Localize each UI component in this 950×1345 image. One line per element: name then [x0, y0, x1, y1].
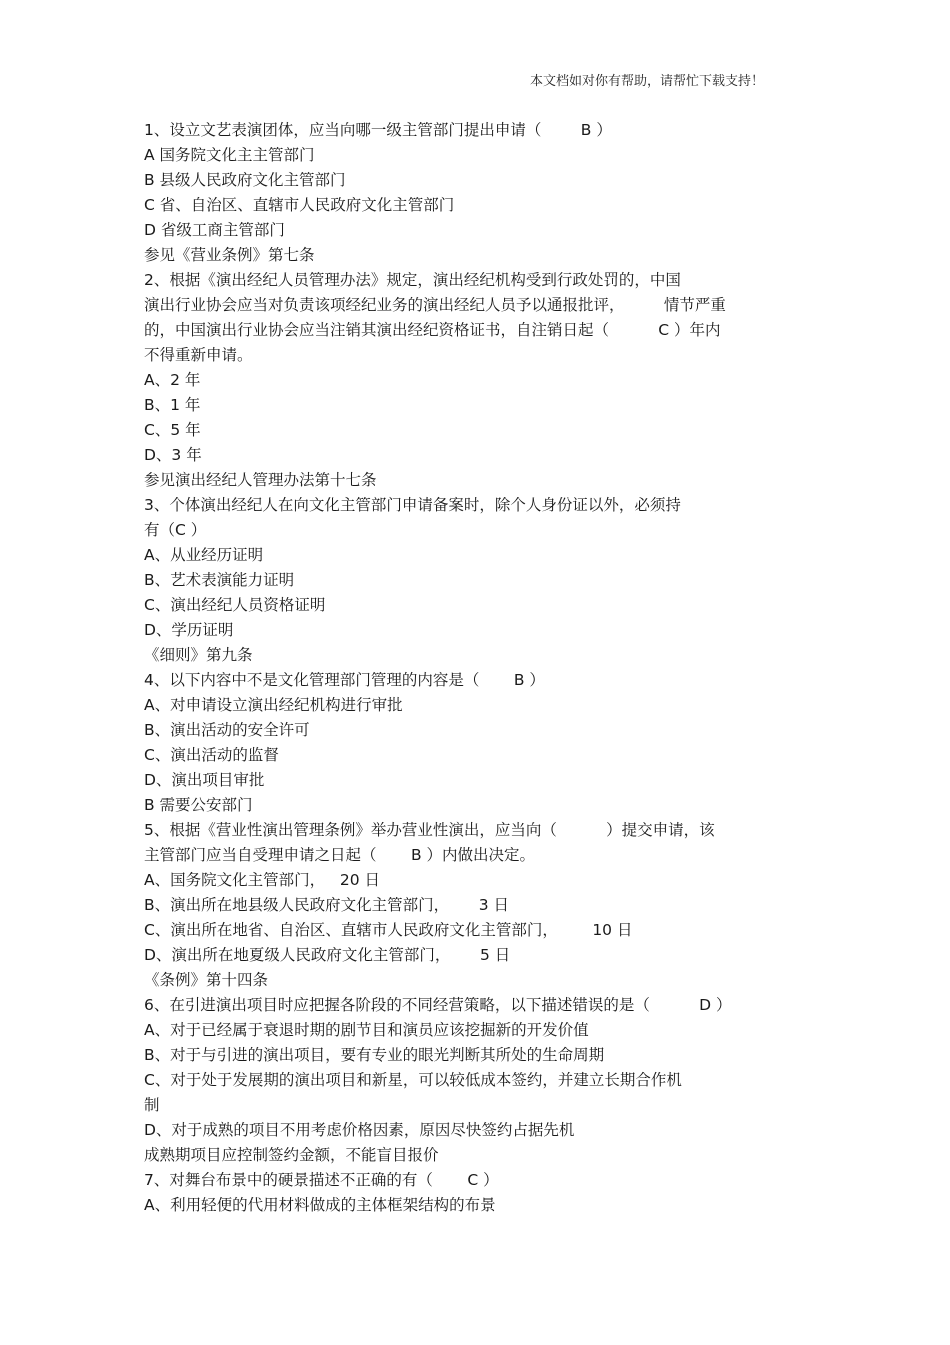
- text-line: C、5 年: [144, 421, 201, 439]
- text-line: 2、根据《演出经纪人员管理办法》规定，演出经纪机构受到行政处罚的，中国: [144, 271, 681, 289]
- text-line: D、对于成熟的项目不用考虑价格因素，原因尽快签约占据先机: [144, 1121, 575, 1139]
- text-line: B、对于与引进的演出项目，要有专业的眼光判断其所处的生命周期: [144, 1046, 605, 1064]
- text-line: 有（C ）: [144, 521, 207, 539]
- text-line: 3、个体演出经纪人在向文化主管部门申请备案时，除个人身份证以外，必须持: [144, 496, 681, 514]
- text-line: A、国务院文化主管部门， 20 日: [144, 871, 381, 889]
- text-line: B、艺术表演能力证明: [144, 571, 295, 589]
- text-line: D、演出项目审批: [144, 771, 265, 789]
- text-line: 主管部门应当自受理申请之日起（ B ）内做出决定。: [144, 846, 536, 864]
- text-line: 的，中国演出行业协会应当注销其演出经纪资格证书，自注销日起（ C ）年内: [144, 321, 721, 339]
- text-line: C、演出活动的监督: [144, 746, 279, 764]
- text-line: 4、以下内容中不是文化管理部门管理的内容是（ B ）: [144, 671, 545, 689]
- text-line: B、演出所在地县级人民政府文化主管部门， 3 日: [144, 896, 509, 914]
- text-line: C、演出经纪人员资格证明: [144, 596, 326, 614]
- text-line: 6、在引进演出项目时应把握各阶段的不同经营策略，以下描述错误的是（ D ）: [144, 996, 732, 1014]
- text-line: 《细则》第九条: [144, 646, 253, 664]
- text-line: D、3 年: [144, 446, 202, 464]
- text-line: 《条例》第十四条: [144, 971, 269, 989]
- text-line: D 省级工商主管部门: [144, 221, 285, 239]
- text-line: A、2 年: [144, 371, 201, 389]
- document-body: [144, 118, 810, 1218]
- text-line: A、对于已经属于衰退时期的剧节目和演员应该挖掘新的开发价值: [144, 1021, 589, 1039]
- text-line: 1、设立文艺表演团体，应当向哪一级主管部门提出申请（ B ）: [144, 121, 612, 139]
- text-line: A、对申请设立演出经纪机构进行审批: [144, 696, 403, 714]
- text-line: B 需要公安部门: [144, 796, 253, 814]
- text-line: A、从业经历证明: [144, 546, 264, 564]
- text-line: B 县级人民政府文化主管部门: [144, 171, 346, 189]
- text-line: 演出行业协会应当对负责该项经纪业务的演出经纪人员予以通报批评， 情节严重: [144, 296, 726, 314]
- text-line: 不得重新申请。: [144, 346, 253, 364]
- text-line: 5、根据《营业性演出管理条例》举办营业性演出，应当向（ ）提交申请，该: [144, 821, 715, 839]
- text-line: 参见演出经纪人管理办法第十七条: [144, 471, 377, 489]
- text-line: D、演出所在地夏级人民政府文化主管部门， 5 日: [144, 946, 511, 964]
- text-line: D、学历证明: [144, 621, 234, 639]
- text-line: 参见《营业条例》第七条: [144, 246, 315, 264]
- text-line: A、利用轻便的代用材料做成的主体框架结构的布景: [144, 1196, 496, 1214]
- text-line: C 省、自治区、直辖市人民政府文化主管部门: [144, 196, 455, 214]
- text-line: C、对于处于发展期的演出项目和新星，可以较低成本签约，并建立长期合作机: [144, 1071, 682, 1089]
- text-line: B、1 年: [144, 396, 201, 414]
- page-header: 本文档如对你有帮助，请帮忙下载支持！: [529, 74, 764, 89]
- text-line: 制: [144, 1096, 160, 1114]
- text-line: 7、对舞台布景中的硬景描述不正确的有（ C ）: [144, 1171, 499, 1189]
- text-line: A 国务院文化主主管部门: [144, 146, 315, 164]
- text-line: C、演出所在地省、自治区、直辖市人民政府文化主管部门， 10 日: [144, 921, 633, 939]
- text-line: B、演出活动的安全许可: [144, 721, 310, 739]
- text-line: 成熟期项目应控制签约金额，不能盲目报价: [144, 1146, 439, 1164]
